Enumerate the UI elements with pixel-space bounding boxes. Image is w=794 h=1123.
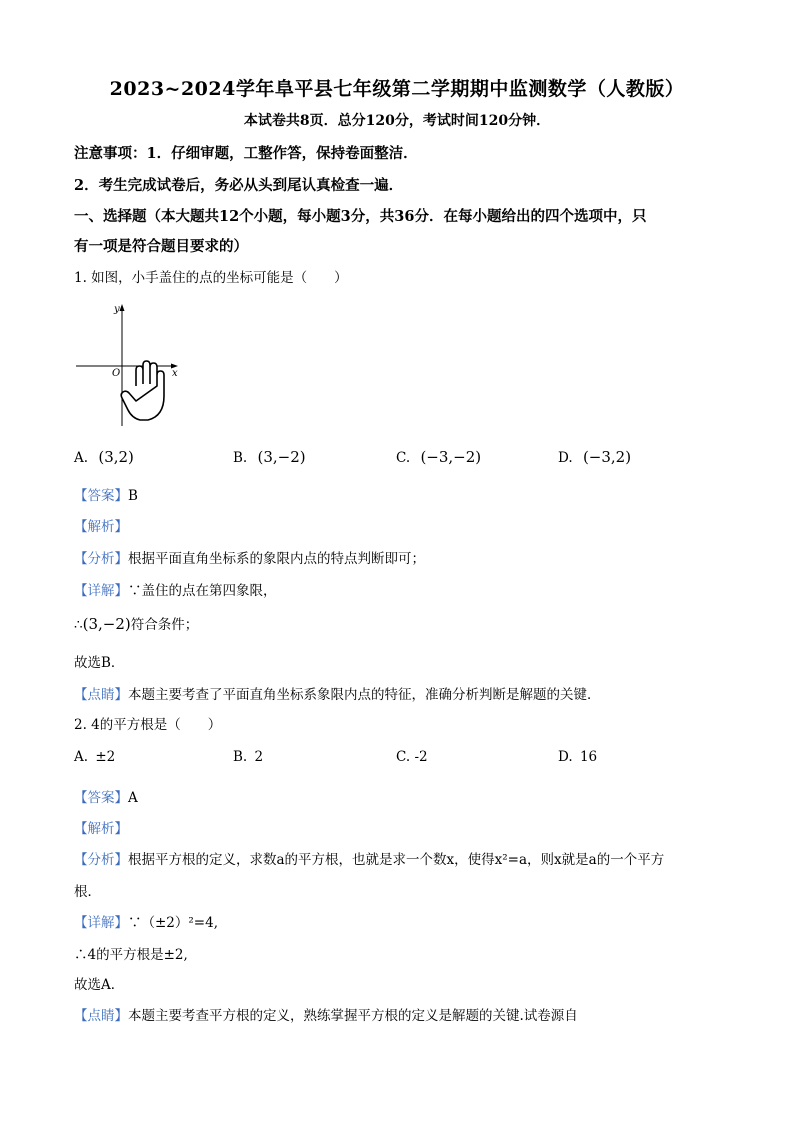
q2-option-c: C. -2 [396, 749, 428, 765]
hand-icon [121, 361, 164, 420]
q2-option-d: D. 16 [558, 749, 598, 765]
page-subtitle: 本试卷共8页．总分120分，考试时间120分钟． [243, 113, 551, 129]
q1-xiangjie: 【详解】∵盖住的点在第四象限， [74, 583, 277, 599]
q1-therefore: ∴(3,−2)符合条件； [74, 615, 199, 633]
q1-choose: 故选B． [74, 655, 125, 671]
q2-fenxi-line-1: 【分析】根据平方根的定义，求数a的平方根，也就是求一个数x，使得x²=a，则x就是a的一个平方 [74, 852, 665, 868]
q1-stem: 1. 如图，小手盖住的点的坐标可能是（ ） [74, 270, 348, 286]
q1-option-b-value: (3,−2) [257, 448, 306, 466]
y-axis-arrow [120, 304, 125, 311]
q1-coordinate-figure [74, 300, 194, 428]
q2-therefore: ∴4的平方根是±2, [74, 947, 188, 963]
q2-option-a: A. ±2 [74, 749, 116, 765]
section-heading-line-2: 有一项是符合题目要求的） [74, 238, 248, 255]
q1-option-a-value: (3,2) [98, 448, 134, 466]
x-axis-label: x [172, 368, 178, 379]
q1-option-d: D. (−3,2) [558, 448, 632, 466]
q1-option-c: C. (−3,−2) [396, 448, 482, 466]
q1-option-d-value: (−3,2) [582, 448, 632, 466]
notes-line-1: 注意事项：1．仔细审题，工整作答，保持卷面整洁． [74, 145, 418, 162]
q2-xiangjie: 【详解】∵（±2）²=4, [74, 915, 219, 931]
section-heading-line-1: 一、选择题（本大题共12个小题，每小题3分，共36分．在每小题给出的四个选项中，只 [74, 208, 647, 225]
q1-option-b: B. (3,−2) [233, 448, 306, 466]
q2-option-b: B. 2 [233, 749, 264, 765]
q1-dianjing: 【点睛】本题主要考查了平面直角坐标系象限内点的特征，准确分析判断是解题的关键． [74, 687, 601, 703]
page-title: 2023~2024学年阜平县七年级第二学期期中监测数学（人教版） [109, 78, 685, 100]
notes-line-2: 2．考生完成试卷后，务必从头到尾认真检查一遍． [74, 177, 404, 194]
y-axis-label: y [114, 304, 120, 315]
q2-analysis-heading: 【解析】 [74, 821, 128, 837]
q2-answer: 【答案】A [74, 790, 138, 806]
q1-analysis-heading: 【解析】 [74, 519, 128, 535]
q1-option-c-value: (−3,−2) [420, 448, 482, 466]
origin-label: O [112, 368, 121, 379]
q2-stem: 2. 4的平方根是（ ） [74, 717, 222, 733]
q1-fenxi: 【分析】根据平面直角坐标系的象限内点的特点判断即可； [74, 551, 425, 567]
q2-dianjing: 【点睛】本题主要考查平方根的定义，熟练掌握平方根的定义是解题的关键.试卷源自 [74, 1008, 578, 1024]
q2-choose: 故选A． [74, 977, 125, 993]
q1-option-a: A. (3,2) [74, 448, 134, 466]
q1-answer: 【答案】B [74, 488, 138, 504]
q2-fenxi-line-2: 根． [74, 884, 101, 900]
